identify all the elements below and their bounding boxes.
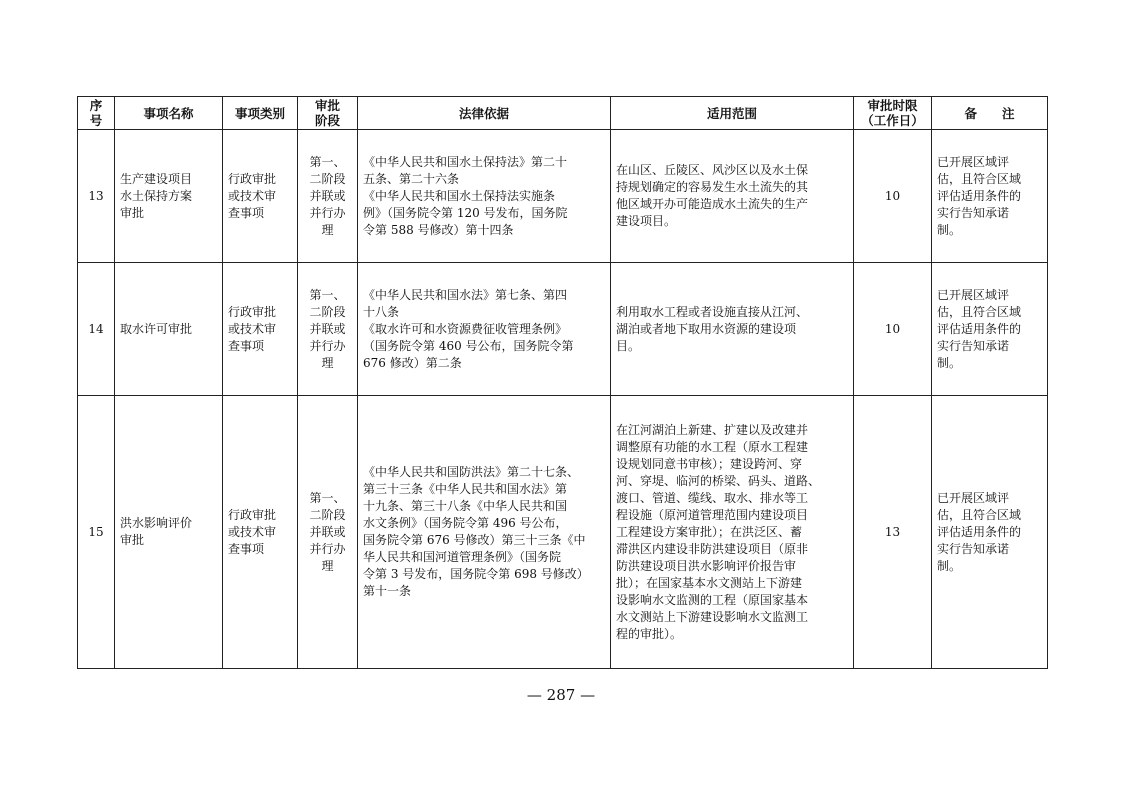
header-row bbox=[78, 97, 1048, 130]
cell-name: 取水许可审批 bbox=[115, 263, 223, 396]
cell-limit: 10 bbox=[854, 130, 932, 263]
cell-scope: 利用取水工程或者设施直接从江河、 湖泊或者地下取用水资源的建设项 目。 bbox=[611, 263, 854, 396]
cell-remark: 已开展区域评 估，且符合区域 评估适用条件的 实行告知承诺 制。 bbox=[932, 396, 1048, 669]
cell-type: 行政审批 或技术审 查事项 bbox=[223, 263, 298, 396]
header-scope: 适用范围 bbox=[611, 97, 854, 130]
cell-stage: 第一、 二阶段 并联或 并行办 理 bbox=[298, 130, 358, 263]
header-stage: 审批 阶段 bbox=[298, 97, 358, 130]
cell-basis: 《中华人民共和国防洪法》第二十七条、 第三十三条《中华人民共和国水法》第 十九条、第三十八条《中华人民共和国 水文条例》（国务院令第 496 号公布， 国务院令第 676 号修改）第三十三条《中 华人民共和国河道管理条例》（国务院 令第 3 号发布，国务院令第 698 号修改） 第十一条 bbox=[358, 396, 611, 669]
approval-items-table bbox=[77, 96, 1048, 669]
header-basis: 法律依据 bbox=[358, 97, 611, 130]
page-number: — 287 — bbox=[526, 686, 596, 704]
cell-scope: 在江河湖泊上新建、扩建以及改建并 调整原有功能的水工程（原水工程建 设规划同意书审核）；建设跨河、穿 河、穿堤、临河的桥梁、码头、道路、 渡口、管道、缆线、取水、排水等工 程设施（原河道管理范围内建设项目 工程建设方案审批）；在洪泛区、蓄 滞洪区内建设非防洪建设项目（原非 防洪建设项目洪水影响评价报告审 批）；在国家基本水文测站上下游建 设影响水文监测的工程（原国家基本 水文测站上下游建设影响水文监测工 程的审批）。 bbox=[611, 396, 854, 669]
cell-limit: 13 bbox=[854, 396, 932, 669]
cell-remark: 已开展区域评 估，且符合区域 评估适用条件的 实行告知承诺 制。 bbox=[932, 130, 1048, 263]
header-remark: 备 注 bbox=[932, 97, 1048, 130]
cell-type: 行政审批 或技术审 查事项 bbox=[223, 396, 298, 669]
header-name: 事项名称 bbox=[115, 97, 223, 130]
cell-name: 洪水影响评价 审批 bbox=[115, 396, 223, 669]
cell-remark: 已开展区域评 估，且符合区域 评估适用条件的 实行告知承诺 制。 bbox=[932, 263, 1048, 396]
table-row bbox=[78, 396, 1048, 669]
cell-basis: 《中华人民共和国水土保持法》第二十 五条、第二十六条 《中华人民共和国水土保持法实施条 例》（国务院令第 120 号发布，国务院 令第 588 号修改）第十四条 bbox=[358, 130, 611, 263]
cell-seq: 14 bbox=[78, 263, 115, 396]
cell-seq: 15 bbox=[78, 396, 115, 669]
cell-stage: 第一、 二阶段 并联或 并行办 理 bbox=[298, 263, 358, 396]
table-row bbox=[78, 263, 1048, 396]
header-limit: 审批时限 （工作日） bbox=[854, 97, 932, 130]
cell-stage: 第一、 二阶段 并联或 并行办 理 bbox=[298, 396, 358, 669]
cell-seq: 13 bbox=[78, 130, 115, 263]
cell-type: 行政审批 或技术审 查事项 bbox=[223, 130, 298, 263]
header-seq: 序 号 bbox=[78, 97, 115, 130]
cell-limit: 10 bbox=[854, 263, 932, 396]
cell-name: 生产建设项目 水土保持方案 审批 bbox=[115, 130, 223, 263]
cell-basis: 《中华人民共和国水法》第七条、第四 十八条 《取水许可和水资源费征收管理条例》 （国务院令第 460 号公布，国务院令第 676 修改）第二条 bbox=[358, 263, 611, 396]
cell-scope: 在山区、丘陵区、风沙区以及水土保 持规划确定的容易发生水土流失的其 他区域开办可能造成水土流失的生产 建设项目。 bbox=[611, 130, 854, 263]
table-row bbox=[78, 130, 1048, 263]
header-type: 事项类别 bbox=[223, 97, 298, 130]
